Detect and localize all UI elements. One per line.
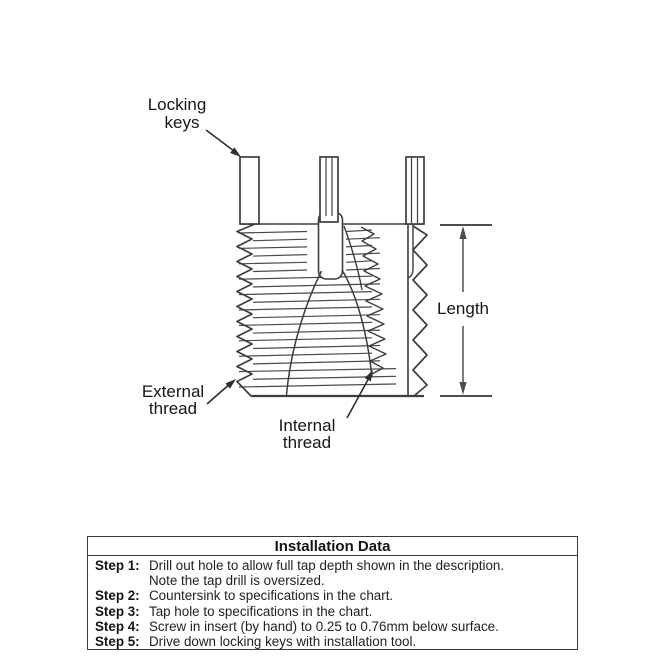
installation-table xyxy=(87,536,578,650)
table-steps xyxy=(88,556,577,649)
step-text-line: Tap hole to specifications in the chart. xyxy=(149,603,373,619)
step-text-line: Screw in insert (by hand) to 0.25 to 0.76mm below surface. xyxy=(149,618,499,634)
step-text xyxy=(149,619,575,634)
thread-hatch-lines xyxy=(239,230,396,387)
step-text xyxy=(149,588,575,603)
internal-thread-label xyxy=(279,416,336,452)
step-text-line: Drive down locking keys with installation tool. xyxy=(149,634,417,650)
step-row xyxy=(88,619,575,634)
step-label: Step 1: xyxy=(95,558,140,573)
step-row xyxy=(88,634,575,649)
external-thread-label-line2: thread xyxy=(148,399,198,418)
locking-keys-label xyxy=(148,95,207,132)
thread-runout-curve-left xyxy=(287,271,322,395)
step-text xyxy=(149,604,575,619)
external-thread-label-line1: External xyxy=(141,382,205,401)
step-text-line: Countersink to specifications in the chart. xyxy=(149,588,394,604)
step-row xyxy=(88,558,575,588)
step-text-line: Drill out hole to allow full tap depth shown in the description. xyxy=(149,558,505,573)
external-thread-label xyxy=(142,382,204,418)
internal-thread-profile xyxy=(361,227,386,374)
dimension-arrow-up xyxy=(459,226,466,239)
table-title: Installation Data xyxy=(88,537,577,556)
locking-key-center xyxy=(320,157,338,222)
locking-key-right xyxy=(406,157,424,224)
step-text-line: Note the tap drill is oversized. xyxy=(149,573,325,589)
step-text xyxy=(149,634,575,649)
step-label: Step 2: xyxy=(95,588,140,604)
dimension-arrow-down xyxy=(459,382,466,395)
locking-keys-label-line1: Locking xyxy=(147,95,207,114)
thread-runout-curve-top xyxy=(344,226,362,290)
internal-thread-arrowhead xyxy=(365,370,373,381)
external-thread-profile-right xyxy=(413,226,427,396)
step-text xyxy=(149,558,575,588)
locking-key-left xyxy=(240,157,259,224)
internal-thread-label-line1: Internal xyxy=(278,416,336,435)
step-row xyxy=(88,588,575,603)
internal-thread-label-line2: thread xyxy=(282,433,332,452)
length-label: Length xyxy=(437,299,489,318)
step-label: Step 3: xyxy=(95,603,140,619)
locking-keys-label-line2: keys xyxy=(164,113,200,132)
step-label: Step 5: xyxy=(95,634,140,650)
step-label: Step 4: xyxy=(95,618,140,634)
step-row xyxy=(88,604,575,619)
